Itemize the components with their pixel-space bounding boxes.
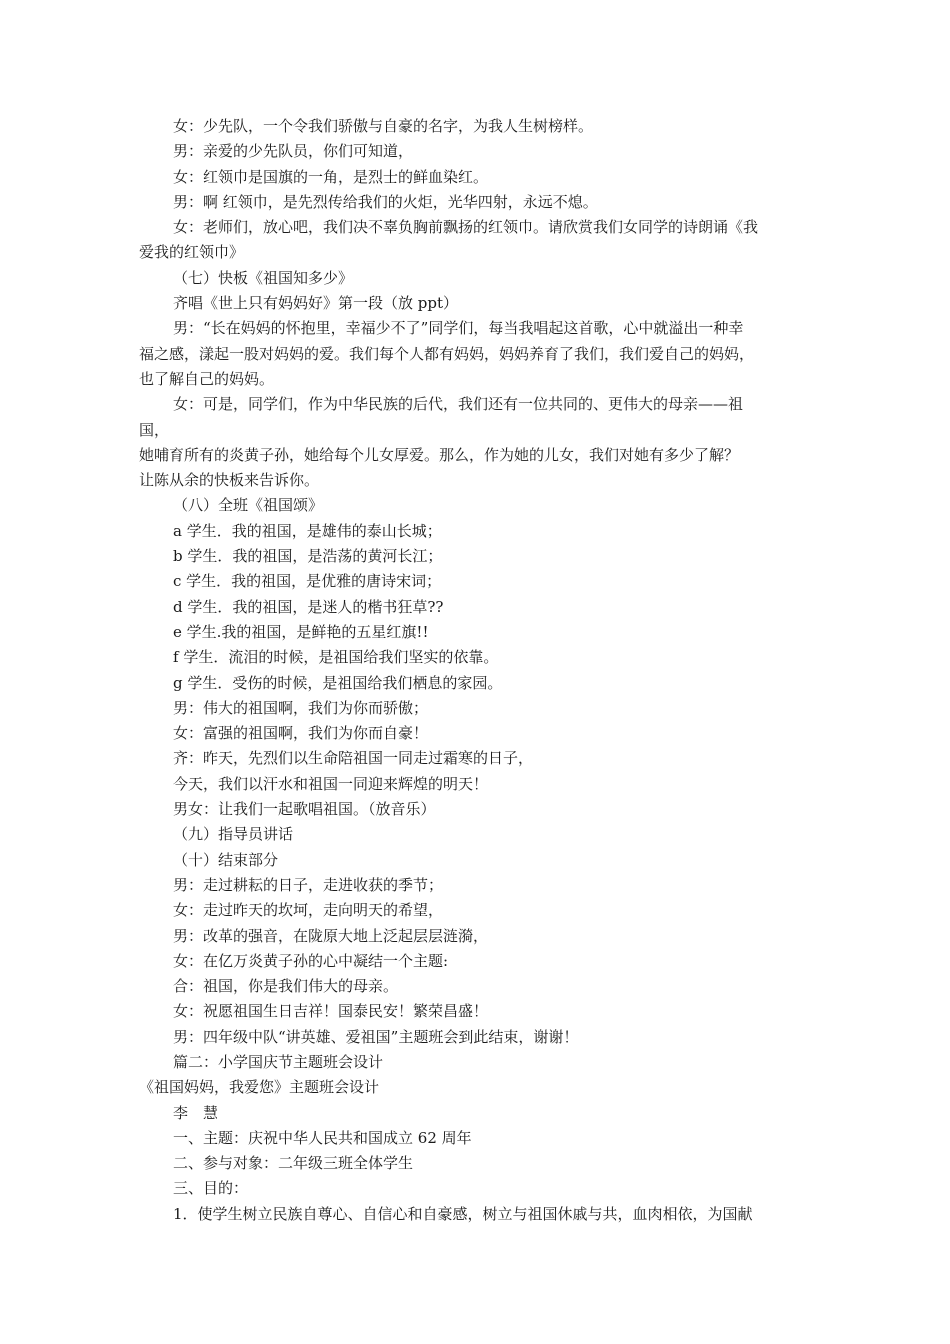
text-line: 今天，我们以汗水和祖国一同迎来辉煌的明天！: [173, 774, 489, 793]
text-line: a 学生．我的祖国，是雄伟的泰山长城；: [173, 521, 442, 540]
text-line: 齐：昨天，先烈们以生命陪祖国一同走过霜寒的日子，: [173, 749, 534, 768]
text-line: 男：“长在妈妈的怀抱里，幸福少不了”同学们，每当我唱起这首歌，心中就溢出一种幸: [173, 319, 744, 338]
text-line: 男：改革的强音，在陇原大地上泛起层层涟漪，: [173, 926, 489, 945]
text-line: 男：走过耕耘的日子，走进收获的季节；: [173, 875, 444, 894]
text-line: 也了解自己的妈妈。: [139, 369, 275, 388]
text-line: 福之感，漾起一股对妈妈的爱。我们每个人都有妈妈，妈妈养育了我们，我们爱自己的妈妈，: [139, 344, 755, 363]
document-body: [139, 114, 819, 1227]
section-heading: （七）快板《祖国知多少》: [173, 268, 354, 287]
text-line: 一、主题：庆祝中华人民共和国成立 62 周年: [173, 1128, 472, 1147]
text-line: 女：少先队，一个令我们骄傲与自豪的名字，为我人生树榜样。: [173, 117, 594, 135]
document-title: 《祖国妈妈，我爱您》主题班会设计: [139, 1078, 380, 1097]
text-line: e 学生.我的祖国，是鲜艳的五星红旗!!: [173, 622, 429, 641]
text-line: 女：红领巾是国旗的一角，是烈士的鲜血染红。: [173, 167, 489, 186]
text-line: 爱我的红领巾》: [139, 243, 245, 262]
text-line: g 学生．受伤的时候，是祖国给我们栖息的家园。: [173, 673, 503, 692]
text-line: 1．使学生树立民族自尊心、自信心和自豪感，树立与祖国休戚与共，血肉相依，为国献: [173, 1204, 753, 1223]
text-line: 齐唱《世上只有妈妈好》第一段（放 ppt）: [173, 294, 459, 313]
text-line: 男女：让我们一起歌唱祖国。（放音乐）: [173, 800, 436, 819]
text-line: b 学生．我的祖国，是浩荡的黄河长江；: [173, 547, 443, 566]
text-line: 男：伟大的祖国啊，我们为你而骄傲；: [173, 698, 429, 717]
text-line: f 学生．流泪的时候，是祖国给我们坚实的依靠。: [173, 648, 499, 667]
text-line: 男：啊 红领巾，是先烈传给我们的火炬，光华四射，永远不熄。: [173, 192, 598, 211]
text-line: 女：走过昨天的坎坷，走向明天的希望，: [173, 901, 444, 920]
text-line: 三、目的：: [173, 1179, 249, 1198]
text-line: c 学生．我的祖国，是优雅的唐诗宋词；: [173, 572, 442, 591]
text-line: 男：四年级中队“讲英雄、爱祖国”主题班会到此结束，谢谢！: [173, 1027, 579, 1046]
text-line: 女：可是，同学们，作为中华民族的后代，我们还有一位共同的、更伟大的母亲——祖: [173, 395, 744, 414]
text-line: 女：在亿万炎黄子孙的心中凝结一个主题:: [173, 951, 449, 970]
text-line: 她哺育所有的炎黄子孙，她给每个儿女厚爱。那么，作为她的儿女，我们对她有多少了解？: [139, 445, 740, 464]
section-heading: （九）指导员讲话: [173, 825, 294, 844]
text-line: 女：富强的祖国啊，我们为你而自豪！: [173, 724, 429, 743]
text-line: 女：祝愿祖国生日吉祥！国泰民安！繁荣昌盛！: [173, 1002, 489, 1021]
section-heading: 篇二：小学国庆节主题班会设计: [173, 1052, 384, 1071]
text-line: d 学生．我的祖国，是迷人的楷书狂草??: [173, 597, 444, 616]
text-line: 让陈从余的快板来告诉你。: [139, 471, 320, 490]
section-heading: （八）全班《祖国颂》: [173, 496, 324, 515]
text-line: 合：祖国，你是我们伟大的母亲。: [173, 977, 399, 996]
text-line: 二、参与对象：二年级三班全体学生: [173, 1154, 414, 1173]
section-heading: （十）结束部分: [173, 850, 279, 869]
text-line: 女：老师们，放心吧，我们决不辜负胸前飘扬的红领巾。请欣赏我们女同学的诗朗诵《我: [173, 218, 759, 237]
author-name: 李 慧: [173, 1103, 219, 1122]
text-line: 男：亲爱的少先队员，你们可知道，: [173, 142, 414, 161]
text-line: 国，: [139, 420, 170, 439]
